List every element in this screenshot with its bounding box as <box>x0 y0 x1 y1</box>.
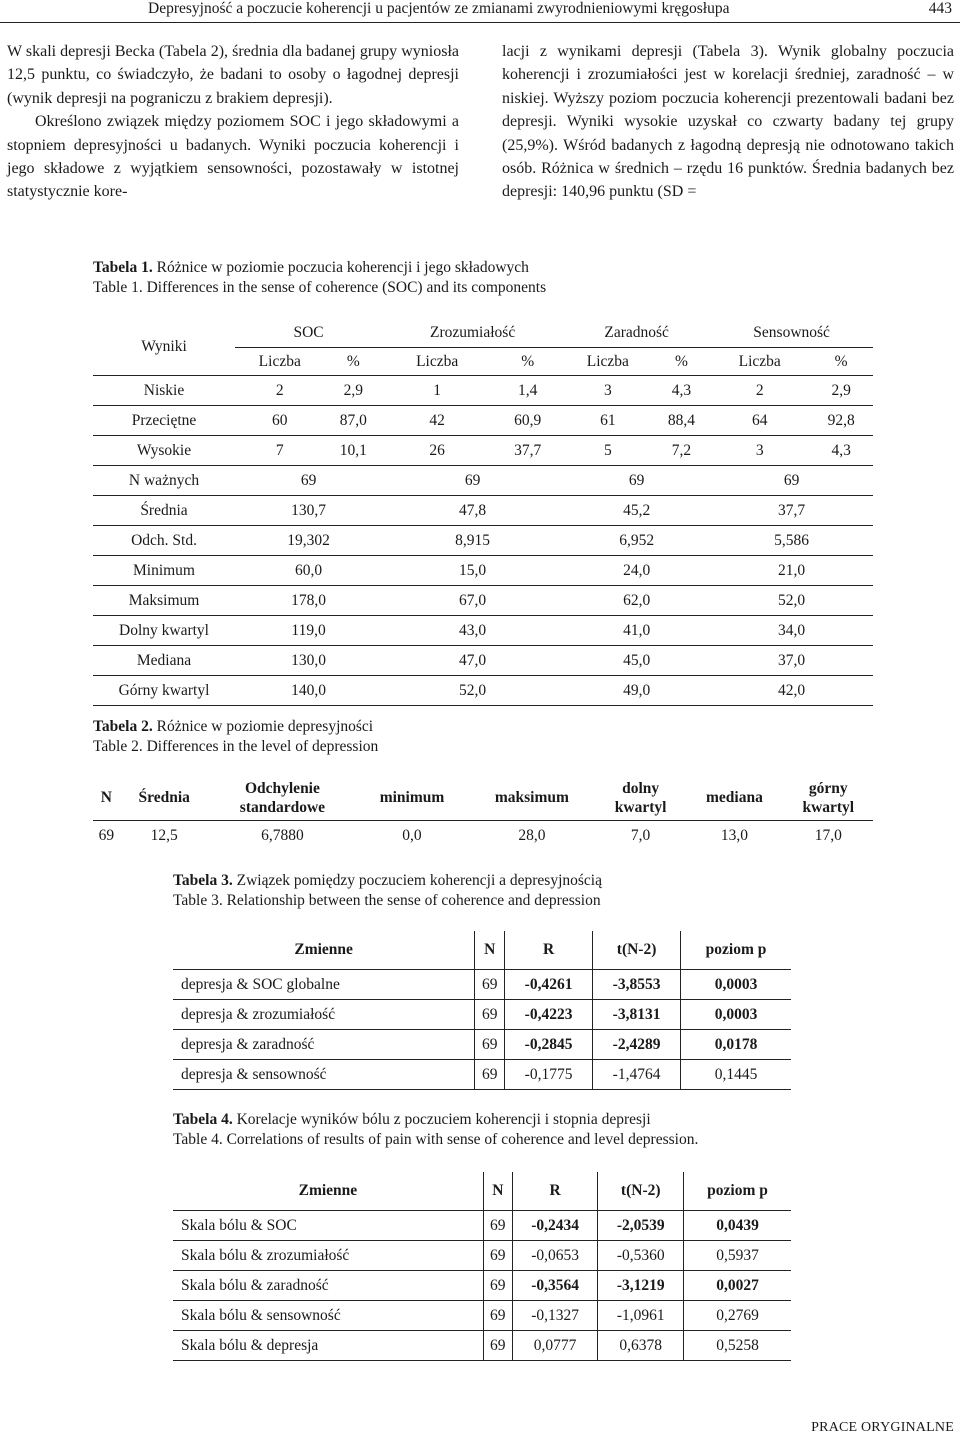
header-line: mediana <box>706 789 763 806</box>
row-label: Przeciętne <box>93 406 235 436</box>
section-footer: PRACE ORYGINALNE <box>811 1420 954 1435</box>
caption-label: Tabela 1. <box>93 259 153 276</box>
table-cell: 12,5 <box>150 827 178 844</box>
caption-english: Table 1. Differences in the sense of coherence (SOC) and its components <box>93 279 547 296</box>
table-cell: 43,0 <box>382 616 563 646</box>
table-cell: -1,0961 <box>598 1301 684 1331</box>
row-label: Dolny kwartyl <box>93 616 235 646</box>
table-row <box>93 526 873 556</box>
table-row <box>173 1211 791 1241</box>
table-cell: 6,7880 <box>261 827 304 844</box>
table-row <box>173 1000 791 1030</box>
table-cell: 7,0 <box>630 827 651 844</box>
table-cell: 92,8 <box>809 406 873 436</box>
table-cell: 5,586 <box>710 526 873 556</box>
table-cell: 69 <box>483 1241 512 1271</box>
table-cell: 8,915 <box>382 526 563 556</box>
table-cell: 130,0 <box>235 646 382 676</box>
table-cell: 60,0 <box>235 556 382 586</box>
table-row <box>93 436 873 466</box>
running-header <box>0 0 960 23</box>
caption-label: Tabela 3. <box>173 872 233 889</box>
table-header-cell: Zmienne <box>173 931 475 970</box>
table-cell: 37,7 <box>710 496 873 526</box>
table3 <box>173 931 791 1090</box>
table-cell: 130,7 <box>235 496 382 526</box>
table-cell: 69 <box>475 1000 505 1030</box>
row-label: Niskie <box>93 376 235 406</box>
table-cell: 3 <box>710 436 809 466</box>
table-cell: 26 <box>382 436 492 466</box>
table-cell: 34,0 <box>710 616 873 646</box>
table-cell: 45,0 <box>563 646 710 676</box>
table-cell: 28,0 <box>518 827 546 844</box>
table-header-cell <box>784 775 873 821</box>
table-cell: Skala bólu & zrozumiałość <box>173 1241 483 1271</box>
table-cell: 15,0 <box>382 556 563 586</box>
table-row <box>93 406 873 436</box>
table-cell: -2,0539 <box>598 1211 684 1241</box>
row-label: Mediana <box>93 646 235 676</box>
table-header-cell: poziom p <box>684 1172 791 1211</box>
table-cell: 69 <box>483 1271 512 1301</box>
table-header-cell: t(N-2) <box>598 1172 684 1211</box>
table-cell: 0,0777 <box>512 1331 598 1361</box>
table-cell: 69 <box>235 466 382 496</box>
paragraph: Określono związek między poziomem SOC i jego składowymi a stopniem depresyjności u badanych. Wyniki poczucia koherencji i jego składowe z wyjątkiem sensowności, pozostawały w istotnej statystycznie kore- <box>7 113 459 201</box>
table-cell: 41,0 <box>563 616 710 646</box>
table-cell: 2,9 <box>809 376 873 406</box>
table-row <box>93 376 873 406</box>
table-row <box>173 1301 791 1331</box>
table-cell: 42 <box>382 406 492 436</box>
header-line: maksimum <box>494 789 569 806</box>
table-cell: -3,1219 <box>598 1271 684 1301</box>
table-cell: 0,0027 <box>684 1271 791 1301</box>
row-label: N ważnych <box>93 466 235 496</box>
table-header-cell: Liczba <box>563 348 653 376</box>
table-cell: 62,0 <box>563 586 710 616</box>
table-header-cell: % <box>653 348 711 376</box>
table-cell: 7,2 <box>653 436 711 466</box>
table-cell: 2 <box>710 376 809 406</box>
table-cell: 45,2 <box>563 496 710 526</box>
caption-text: Różnice w poziomie poczucia koherencji i jego składowych <box>152 259 529 276</box>
table-cell: 119,0 <box>235 616 382 646</box>
table-cell: 4,3 <box>809 436 873 466</box>
table-row <box>173 1331 791 1361</box>
table-cell: 37,0 <box>710 646 873 676</box>
table-row <box>173 1030 791 1060</box>
table-header-cell: R <box>512 1172 598 1211</box>
table-cell: 2 <box>235 376 325 406</box>
row-label: Maksimum <box>93 586 235 616</box>
table-header-cell <box>596 775 685 821</box>
table-cell: 0,6378 <box>598 1331 684 1361</box>
caption-label: Tabela 4. <box>173 1111 233 1128</box>
header-line: N <box>100 789 112 806</box>
table-header-cell: Sensowność <box>710 318 873 348</box>
table-cell: 69 <box>563 466 710 496</box>
table-cell: 0,0439 <box>684 1211 791 1241</box>
table-cell: 19,302 <box>235 526 382 556</box>
table-row <box>93 616 873 646</box>
table-header-cell <box>120 775 209 821</box>
table-cell: 69 <box>483 1331 512 1361</box>
caption-text: Korelacje wyników bólu z poczuciem koherencji i stopnia depresji <box>232 1111 651 1128</box>
row-label: Odch. Std. <box>93 526 235 556</box>
caption-english: Table 3. Relationship between the sense of coherence and depression <box>173 892 601 909</box>
table-cell: -2,4289 <box>593 1030 681 1060</box>
table-cell: 52,0 <box>382 676 563 706</box>
running-title: Depresyjność a poczucie koherencji u pacjentów ze zmianami zwyrodnieniowymi kręgosłupa <box>148 0 730 17</box>
table-cell: depresja & zrozumiałość <box>173 1000 475 1030</box>
table-cell: Skala bólu & SOC <box>173 1211 483 1241</box>
paragraph: W skali depresji Becka (Tabela 2), średnia dla badanej grupy wyniosła 12,5 punktu, co świadczyło, że badani to osoby o łagodnej depresji (wynik depresji na pograniczu z brakiem depresji). <box>7 43 459 107</box>
header-line: Odchylenie <box>244 779 320 797</box>
table-header-cell: R <box>505 931 593 970</box>
table-cell: 0,5937 <box>684 1241 791 1271</box>
table-header-cell: Liczba <box>710 348 809 376</box>
table-cell: 69 <box>710 466 873 496</box>
table-cell: 0,0003 <box>681 970 791 1000</box>
header-line: Średnia <box>138 789 190 806</box>
paragraph: lacji z wynikami depresji (Tabela 3). Wynik globalny poczucia koherencji i zrozumiałości jest w korelacji średniej, zaradność – w niskiej. Wyższy poziom poczucia koherencji prezentowali badani bez depresji. Wyniki wysokie uzyskał co czwarty badany tej grupy (25,9%). Wśród badanych z łagodną depresją nie odnotowano takich osób. Różnica w średnich – rzędu 16 punktów. Średnia badanych bez depresji: 140,96 punktu (SD = <box>502 43 954 201</box>
table-cell: 69 <box>483 1211 512 1241</box>
table-cell: 6,952 <box>563 526 710 556</box>
table-cell: 49,0 <box>563 676 710 706</box>
table-cell: 37,7 <box>492 436 563 466</box>
header-line: minimum <box>379 789 445 806</box>
right-column <box>502 40 954 204</box>
table-row <box>173 970 791 1000</box>
table-cell: 24,0 <box>563 556 710 586</box>
table-cell: 0,1445 <box>681 1060 791 1090</box>
caption-english: Table 4. Correlations of results of pain with sense of coherence and level depression. <box>173 1131 699 1148</box>
table-header-cell <box>209 775 356 821</box>
table-header-cell: t(N-2) <box>593 931 681 970</box>
table-cell: 13,0 <box>720 827 748 844</box>
table-cell: Skala bólu & sensowność <box>173 1301 483 1331</box>
caption-english: Table 2. Differences in the level of depression <box>93 738 379 755</box>
table-cell: 1,4 <box>492 376 563 406</box>
table-cell: -0,3564 <box>512 1271 598 1301</box>
table-header-cell: Zrozumiałość <box>382 318 563 348</box>
table-header-cell <box>93 775 120 821</box>
table-row <box>93 556 873 586</box>
table-cell: 140,0 <box>235 676 382 706</box>
table-cell: 47,0 <box>382 646 563 676</box>
table4 <box>173 1172 791 1361</box>
table-cell: 69 <box>382 466 563 496</box>
table-cell: depresja & SOC globalne <box>173 970 475 1000</box>
table-cell: -0,5360 <box>598 1241 684 1271</box>
table-header-cell: % <box>492 348 563 376</box>
table-header-cell: N <box>475 931 505 970</box>
table-header-cell: Liczba <box>235 348 325 376</box>
header-line: kwartyl <box>802 798 855 816</box>
table-cell: 69 <box>475 1030 505 1060</box>
table-row <box>93 646 873 676</box>
table-row <box>93 586 873 616</box>
table-cell: -0,1327 <box>512 1301 598 1331</box>
table-cell: -3,8131 <box>593 1000 681 1030</box>
table-header-cell: poziom p <box>681 931 791 970</box>
table-header-cell: Liczba <box>382 348 492 376</box>
table-cell: 69 <box>98 827 115 844</box>
table-cell: 42,0 <box>710 676 873 706</box>
table-row <box>173 1060 791 1090</box>
table2 <box>93 775 873 851</box>
table-cell: -3,8553 <box>593 970 681 1000</box>
caption-label: Tabela 2. <box>93 718 153 735</box>
table-cell: 1 <box>382 376 492 406</box>
table-row <box>93 496 873 526</box>
table-header-cell: Zmienne <box>173 1172 483 1211</box>
row-label: Wysokie <box>93 436 235 466</box>
table-cell: Skala bólu & zaradność <box>173 1271 483 1301</box>
table-cell: -0,1775 <box>505 1060 593 1090</box>
table-cell: depresja & sensowność <box>173 1060 475 1090</box>
page-number: 443 <box>928 0 952 17</box>
table-cell: 52,0 <box>710 586 873 616</box>
table-cell: 69 <box>483 1301 512 1331</box>
header-line: dolny <box>622 779 660 797</box>
left-column <box>7 40 459 204</box>
table-cell: -0,2845 <box>505 1030 593 1060</box>
table4-caption <box>173 1110 698 1150</box>
table-cell: 69 <box>475 1060 505 1090</box>
table3-caption <box>173 871 602 911</box>
table-cell: 60,9 <box>492 406 563 436</box>
table-cell: 88,4 <box>653 406 711 436</box>
table1-caption <box>93 258 546 298</box>
table-cell: 69 <box>475 970 505 1000</box>
table-header-cell: % <box>325 348 383 376</box>
table-cell: 5 <box>563 436 653 466</box>
table-cell: 60 <box>235 406 325 436</box>
table-cell: 67,0 <box>382 586 563 616</box>
row-label: Minimum <box>93 556 235 586</box>
header-line: kwartyl <box>614 798 667 816</box>
table-header-cell: Zaradność <box>563 318 710 348</box>
table-row <box>173 1271 791 1301</box>
table-cell: depresja & zaradność <box>173 1030 475 1060</box>
table-cell: -0,2434 <box>512 1211 598 1241</box>
table-cell: 10,1 <box>325 436 383 466</box>
table-row <box>93 676 873 706</box>
table-cell: 2,9 <box>325 376 383 406</box>
table-header-cell: N <box>483 1172 512 1211</box>
header-line: standardowe <box>239 798 326 816</box>
table-cell: 3 <box>563 376 653 406</box>
table-row <box>173 1241 791 1271</box>
table-header-cell <box>468 775 596 821</box>
table-cell: 7 <box>235 436 325 466</box>
header-line: górny <box>808 779 848 797</box>
table-row <box>93 466 873 496</box>
table-cell: 61 <box>563 406 653 436</box>
table-cell: 178,0 <box>235 586 382 616</box>
table-cell: Skala bólu & depresja <box>173 1331 483 1361</box>
table1 <box>93 318 873 706</box>
table-cell: 64 <box>710 406 809 436</box>
table2-caption <box>93 717 378 757</box>
table-cell: -0,4223 <box>505 1000 593 1030</box>
table-cell: 0,0178 <box>681 1030 791 1060</box>
table-cell: 0,0 <box>402 827 422 844</box>
row-label: Górny kwartyl <box>93 676 235 706</box>
caption-text: Różnice w poziomie depresyjności <box>152 718 374 735</box>
caption-text: Związek pomiędzy poczuciem koherencji a depresyjnością <box>232 872 602 889</box>
row-label: Średnia <box>93 496 235 526</box>
table-header-cell: % <box>809 348 873 376</box>
table-cell: -1,4764 <box>593 1060 681 1090</box>
table-cell: 21,0 <box>710 556 873 586</box>
table-cell: 87,0 <box>325 406 383 436</box>
table-header-cell: Wyniki <box>93 318 235 376</box>
table-header-cell <box>685 775 783 821</box>
table-cell: -0,4261 <box>505 970 593 1000</box>
table-cell: 47,8 <box>382 496 563 526</box>
table-header-cell: SOC <box>235 318 382 348</box>
table-cell: 0,5258 <box>684 1331 791 1361</box>
table-cell: 17,0 <box>814 827 842 844</box>
table-cell: 4,3 <box>653 376 711 406</box>
table-cell: 0,2769 <box>684 1301 791 1331</box>
table-cell: 0,0003 <box>681 1000 791 1030</box>
table-cell: -0,0653 <box>512 1241 598 1271</box>
table-header-cell <box>356 775 468 821</box>
